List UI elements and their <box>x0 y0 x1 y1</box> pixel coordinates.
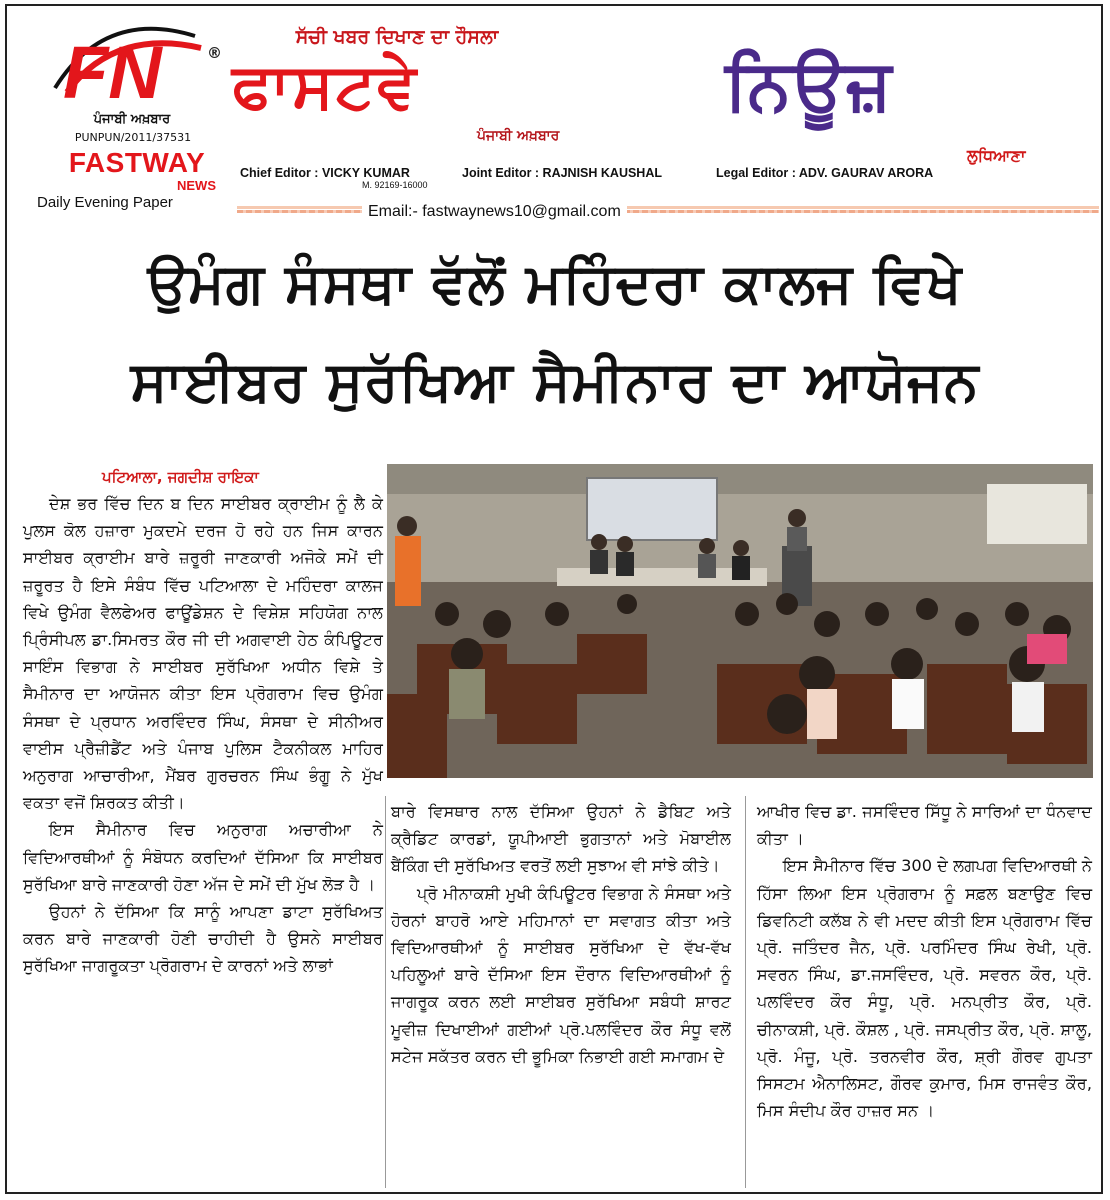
column-divider <box>745 796 746 1188</box>
masthead-tagline: ਸੱਚੀ ਖਬਰ ਦਿਖਾਣ ਦਾ ਹੌਸਲਾ <box>295 26 499 48</box>
paragraph: ਆਖੀਰ ਵਿਚ ਡਾ. ਜਸਵਿੰਦਰ ਸਿੱਧੂ ਨੇ ਸਾਰਿਆਂ ਦਾ ਧੰਨਵਾਦ ਕੀਤਾ । <box>757 802 1092 849</box>
registered-mark: ® <box>207 44 222 62</box>
fn-logo-icon <box>45 18 205 106</box>
paragraph: ਪ੍ਰੋ ਮੀਨਾਕਸ਼ੀ ਮੁਖੀ ਕੰਪਿਊਟਰ ਵਿਭਾਗ ਨੇ ਸੰਸਥਾ ਅਤੇ ਹੋਰਨਾਂ ਬਾਹਰੋ ਆਏ ਮਹਿਮਾਨਾਂ ਦਾ ਸਵਾਗਤ ਕੀਤਾ ਅਤੇ ਵਿਦਿਆਰਥੀਆਂ ਨੂੰ ਸਾਈਬਰ ਸੁਰੱਖਿਆ ਦੇ ਵੱਖ-ਵੱਖ ਪਹਿਲੂਆਂ ਬਾਰੇ ਦੱਸਿਆ ਇਸ ਦੌਰਾਨ ਵਿਦਿਆਰਥੀਆਂ ਨੂੰ ਜਾਗਰੂਕ ਕਰਨ ਲਈ ਸਾਈਬਰ ਸੁਰੱਖਿਆ ਸਬੰਧੀ ਸ਼ਾਰਟ ਮੂਵੀਜ਼ ਦਿਖਾਈਆਂ ਗਈਆਂ ਪ੍ਰੋ.ਪਲਵਿੰਦਰ ਕੌਰ ਸੰਧੂ ਵਲੋਂ ਸਟੇਜ ਸਕੱਤਰ ਕਰਨ ਦੀ ਭੂਮਿਕਾ ਨਿਭਾਈ ਗਈ ਸਮਾਗਮ ਦੇ <box>391 883 731 1066</box>
joint-editor: Joint Editor : RAJNISH KAUSHAL <box>462 166 662 180</box>
chief-editor: Chief Editor : VICKY KUMAR <box>240 166 410 180</box>
masthead-subtitle: ਪੰਜਾਬੀ ਅਖ਼ਬਾਰ <box>477 128 560 144</box>
headline-line-1: ਉਮੰਗ ਸੰਸਥਾ ਵੱਲੋਂ ਮਹਿੰਦਰਾ ਕਾਲਜ ਵਿਖੇ <box>147 251 963 315</box>
logo-letters: FN <box>63 31 162 106</box>
logo-name: FASTWAY <box>68 147 206 178</box>
paragraph: ਇਸ ਸੈਮੀਨਾਰ ਵਿੱਚ 300 ਦੇ ਲਗਪਗ ਵਿਦਿਆਰਥੀ ਨੇ ਹਿੱਸਾ ਲਿਆ ਇਸ ਪ੍ਰੋਗਰਾਮ ਨੂੰ ਸਫ਼ਲ ਬਣਾਉਣ ਵਿਚ ਡਿਵਨਿਟੀ ਕਲੱਬ ਨੇ ਵੀ ਮਦਦ ਕੀਤੀ ਇਸ ਪ੍ਰੋਗਰਾਮ ਵਿੱਚ ਪ੍ਰੋ. ਜਤਿੰਦਰ ਜੈਨ, ਪ੍ਰੋ. ਪਰਮਿੰਦਰ ਸਿੰਘ ਰੇਖੀ, ਪ੍ਰੋ. ਸਵਰਨ ਸਿੰਘ, ਡਾ.ਜਸਵਿੰਦਰ, ਪ੍ਰੋ. ਸਵਰਨ ਕੌਰ, ਪ੍ਰੋ. ਪਲਵਿੰਦਰ ਕੌਰ ਸੰਧੂ, ਪ੍ਰੋ. ਮਨਪ੍ਰੀਤ ਕੌਰ, ਪ੍ਰੋ. ਚੀਨਾਕਸ਼ੀ, ਪ੍ਰੋ. ਕੌਸ਼ਲ , ਪ੍ਰੋ. ਜਸਪ੍ਰੀਤ ਕੌਰ, ਪ੍ਰੋ. ਸ਼ਾਲੂ, ਪ੍ਰੋ. ਮੰਜੂ, ਪ੍ਰੋ. ਤਰਨਵੀਰ ਕੌਰ, ਸ਼੍ਰੀ ਗੌਰਵ ਗੁਪਤਾ ਸਿਸਟਮ ਐਨਾਲਿਸਟ, ਗੌਰਵ ਕੁਮਾਰ, ਮਿਸ ਰਾਜਵੰਤ ਕੌਰ, ਮਿਸ ਸੰਦੀਪ ਕੌਰ ਹਾਜ਼ਰ ਸਨ । <box>757 856 1092 1121</box>
fastway-logo <box>27 14 237 219</box>
contact-email: Email:- fastwaynews10@gmail.com <box>362 203 627 221</box>
article-column-1 <box>23 490 383 1190</box>
logo-subtitle: ਪੰਜਾਬੀ ਅਖ਼ਬਾਰ <box>93 112 171 127</box>
masthead-title-red: ਫਾਸਟਵੇ <box>232 49 419 122</box>
article-column-3 <box>757 798 1092 1188</box>
logo-news: NEWS <box>177 178 216 193</box>
seminar-photo-icon <box>387 464 1093 778</box>
seminar-photo <box>387 464 1093 778</box>
paragraph: ਦੇਸ਼ ਭਰ ਵਿੱਚ ਦਿਨ ਬ ਦਿਨ ਸਾਈਬਰ ਕ੍ਰਾਈਮ ਨੂੰ ਲੈ ਕੇ ਪੁਲਸ ਕੋਲ ਹਜ਼ਾਰਾ ਮੁਕਦਮੇ ਦਰਜ ਹੋ ਰਹੇ ਹਨ ਜਿਸ ਕਾਰਨ ਸਾਈਬਰ ਕ੍ਰਾਈਮ ਬਾਰੇ ਜ਼ਰੂਰੀ ਜਾਣਕਾਰੀ ਅਜੋਕੇ ਸਮੇਂ ਦੀ ਜ਼ਰੂਰਤ ਹੈ ਇਸੇ ਸੰਬੰਧ ਵਿੱਚ ਪਟਿਆਲਾ ਦੇ ਮਹਿੰਦਰਾ ਕਾਲਜ ਵਿਖੇ ਉਮੰਗ ਵੈਲਫੇਅਰ ਫਾਊਂਡੇਸ਼ਨ ਦੇ ਵਿਸ਼ੇਸ਼ ਸਹਿਯੋਗ ਨਾਲ ਪ੍ਰਿੰਸੀਪਲ ਡਾ.ਸਿਮਰਤ ਕੌਰ ਜੀ ਦੀ ਅਗਵਾਈ ਹੇਠ ਕੰਪਿਊਟਰ ਸਾਇੰਸ ਵਿਭਾਗ ਨੇ ਸਾਈਬਰ ਸੁਰੱਖਿਆ ਅਧੀਨ ਵਿਸ਼ੇ ਤੇ ਸੈਮੀਨਾਰ ਦਾ ਆਯੋਜਨ ਕੀਤਾ ਇਸ ਪ੍ਰੋਗਰਾਮ ਵਿਚ ਉਮੰਗ ਸੰਸਥਾ ਦੇ ਪ੍ਰਧਾਨ ਅਰਵਿੰਦਰ ਸਿੰਘ, ਸੰਸਥਾ ਦੇ ਸੀਨੀਅਰ ਵਾਈਸ ਪ੍ਰੈਜ਼ੀਡੈਂਟ ਅਤੇ ਪੰਜਾਬ ਪੁਲਿਸ ਟੈਕਨੀਕਲ ਮਾਹਿਰ ਅਨੁਰਾਗ ਆਚਾਰੀਆ, ਮੈਂਬਰ ਗੁਰਚਰਨ ਸਿੰਘ ਭੰਗੂ ਨੇ ਮੁੱਖ ਵਕਤਾ ਵਜੋਂ ਸ਼ਿਰਕਤ ਕੀਤੀ। <box>23 494 383 813</box>
legal-editor: Legal Editor : ADV. GAURAV ARORA <box>716 166 934 180</box>
masthead-city: ਲੁਧਿਆਣਾ <box>967 146 1026 165</box>
logo-tagline: Daily Evening Paper <box>37 194 173 211</box>
headline-line-2: ਸਾਈਬਰ ਸੁਰੱਖਿਆ ਸੈਮੀਨਾਰ ਦਾ ਆਯੋਜਨ <box>130 349 980 413</box>
article-column-2 <box>391 798 731 1188</box>
newspaper-page <box>5 4 1103 1194</box>
chief-editor-phone: M. 92169-16000 <box>362 180 428 190</box>
column-divider <box>385 796 386 1188</box>
masthead-title-purple: ਨਿਊਜ਼ <box>725 44 894 126</box>
article-dateline: ਪਟਿਆਲਾ, ਜਗਦੀਸ਼ ਰਾਇਕਾ <box>102 468 259 486</box>
paragraph: ਬਾਰੇ ਵਿਸਥਾਰ ਨਾਲ ਦੱਸਿਆ ਉਹਨਾਂ ਨੇ ਡੈਬਿਟ ਅਤੇ ਕ੍ਰੈਡਿਟ ਕਾਰਡਾਂ, ਯੂਪੀਆਈ ਭੁਗਤਾਨਾਂ ਅਤੇ ਮੋਬਾਈਲ ਬੈਂਕਿੰਗ ਦੀ ਸੁਰੱਖਿਅਤ ਵਰਤੋਂ ਲਈ ਸੁਝਾਅ ਵੀ ਸਾਂਝੇ ਕੀਤੇ। <box>391 802 731 876</box>
registration-number: PUNPUN/2011/37531 <box>74 131 192 144</box>
paragraph: ਇਸ ਸੈਮੀਨਾਰ ਵਿਚ ਅਨੁਰਾਗ ਅਚਾਰੀਆ ਨੇ ਵਿਦਿਆਰਥੀਆਂ ਨੂੰ ਸੰਬੋਧਨ ਕਰਦਿਆਂ ਦੱਸਿਆ ਕਿ ਸਾਈਬਰ ਸੁਰੱਖਿਆ ਬਾਰੇ ਜਾਣਕਾਰੀ ਹੋਣਾ ਅੱਜ ਦੇ ਸਮੇਂ ਦੀ ਮੁੱਖ ਲੋੜ ਹੈ । <box>23 820 383 894</box>
article-headline <box>17 234 1093 430</box>
paragraph: ਉਹਨਾਂ ਨੇ ਦੱਸਿਆ ਕਿ ਸਾਨੂੰ ਆਪਣਾ ਡਾਟਾ ਸੁਰੱਖਿਅਤ ਕਰਨ ਬਾਰੇ ਜਾਣਕਾਰੀ ਹੋਣੀ ਚਾਹੀਦੀ ਹੈ ਉਸਨੇ ਸਾਈਬਰ ਸੁਰੱਖਿਆ ਜਾਗਰੂਕਤਾ ਪ੍ਰੋਗਰਾਮ ਦੇ ਕਾਰਨਾਂ ਅਤੇ ਲਾਭਾਂ <box>23 902 383 976</box>
